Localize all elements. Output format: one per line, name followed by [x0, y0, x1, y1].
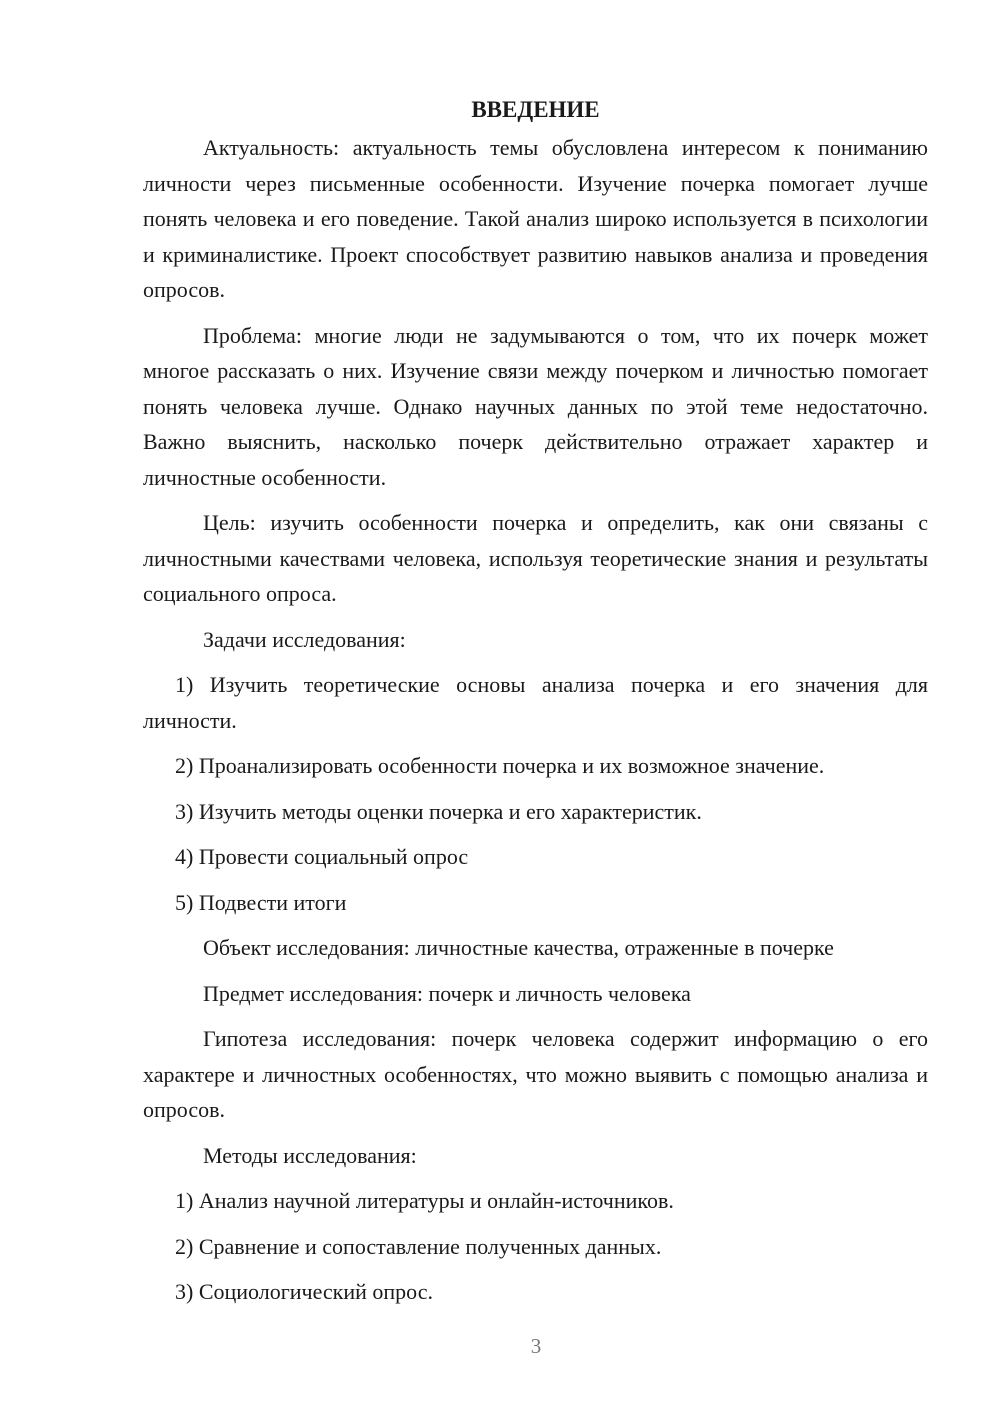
task-item: 2) Проанализировать особенности почерка и их возможное значение. — [175, 753, 825, 778]
relevance-paragraph: Актуальность: актуальность темы обусловлена интересом к пониманию личности через письменные особенности. Изучение почерка помогает лучше понять человека и его поведение. Такой анализ широко используется в психологии и криминалистике. Проект способствует развитию навыков анализа и проведения опросов. — [143, 135, 928, 302]
task-item: 4) Провести социальный опрос — [175, 844, 469, 869]
task-item: 1) Изучить теоретические основы анализа почерка и его значения для личности. — [143, 672, 928, 733]
task-item: 3) Изучить методы оценки почерка и его характеристик. — [175, 798, 702, 824]
method-item: 3) Социологический опрос. — [175, 1279, 433, 1304]
section-heading: ВВЕДЕНИЕ — [471, 97, 600, 122]
tasks-label: Задачи исследования: — [203, 626, 406, 652]
task-item: 5) Подвести итоги — [175, 889, 347, 915]
tasks-list — [143, 667, 928, 920]
method-item: 1) Анализ научной литературы и онлайн-источников. — [175, 1188, 674, 1213]
problem-paragraph: Проблема: многие люди не задумываются о том, что их почерк может многое рассказать о них. Изучение связи между почерком и личностью помогает понять человека лучше. Однако научных данных по этой теме недостаточно. Важно выяснить, насколько почерк действительно отражает характер и личностные особенности. — [143, 322, 928, 490]
page-number: 3 — [530, 1334, 542, 1358]
goal-paragraph: Цель: изучить особенности почерка и определить, как они связаны с личностными качествами человека, используя теоретические знания и результаты социального опроса. — [143, 510, 928, 606]
methods-list — [143, 1183, 928, 1310]
method-item: 2) Сравнение и сопоставление полученных данных. — [175, 1233, 662, 1259]
hypothesis-paragraph: Гипотеза исследования: почерк человека содержит информацию о его характере и личностных особенностях, что можно выявить с помощью анализа и опросов. — [143, 1026, 928, 1122]
document-page — [143, 92, 928, 1320]
object-line: Объект исследования: личностные качества, отраженные в почерке — [203, 935, 834, 960]
subject-line: Предмет исследования: почерк и личность человека — [203, 980, 691, 1006]
methods-label: Методы исследования: — [203, 1142, 417, 1168]
